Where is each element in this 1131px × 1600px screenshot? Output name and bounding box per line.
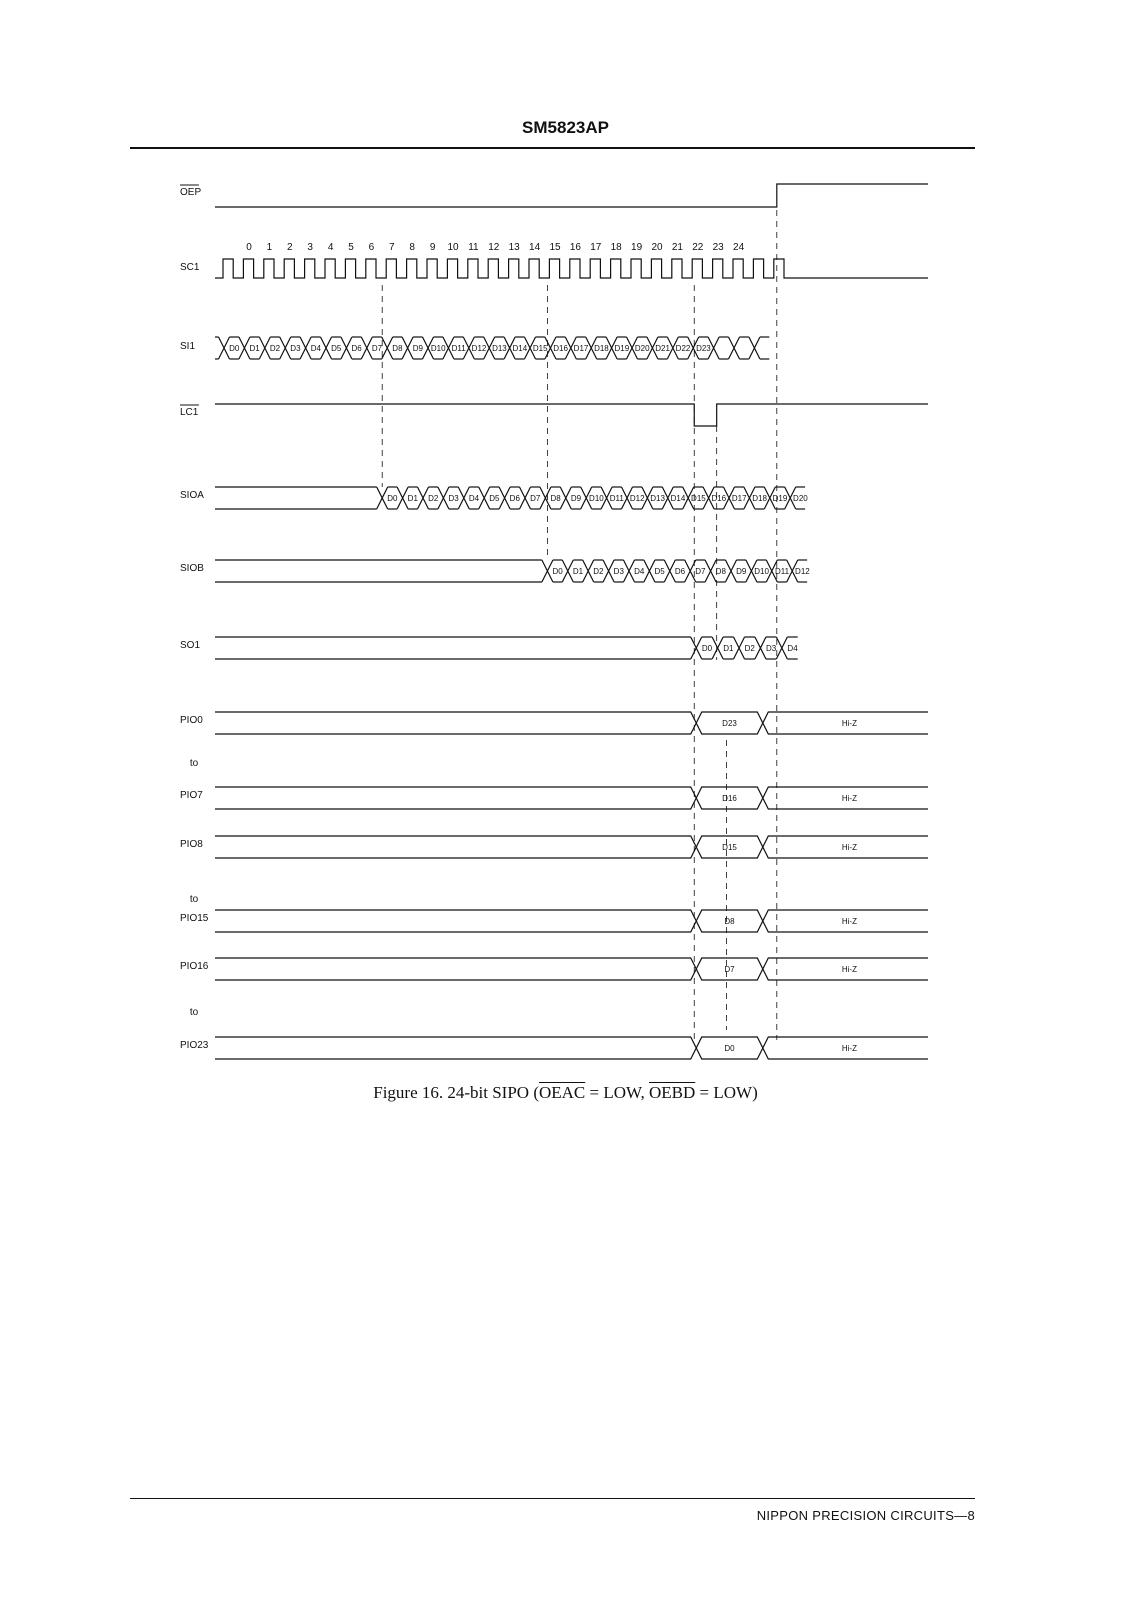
signal-label-pio16: PIO16 xyxy=(180,961,209,972)
figure-caption xyxy=(0,1083,1131,1103)
signal-label-si1: SI1 xyxy=(180,341,196,352)
si1-crossing xyxy=(239,337,250,359)
pio-pio15-value: D8 xyxy=(724,917,735,926)
sc1-clock-waveform xyxy=(215,259,928,278)
siob-crossing xyxy=(644,560,655,582)
si1-cell-label: D1 xyxy=(249,344,260,353)
sioa-cell-label: D12 xyxy=(629,494,645,503)
clock-tick-label: 7 xyxy=(389,242,395,253)
si1-crossing xyxy=(382,337,393,359)
signal-label-to: to xyxy=(189,894,199,905)
si1-crossing xyxy=(341,337,352,359)
pio-pio16-hiz-label: Hi-Z xyxy=(841,965,857,974)
si1-crossing xyxy=(361,337,372,359)
pio-pio0-lower xyxy=(215,712,928,734)
si1-crossing xyxy=(402,337,413,359)
caption-prefix: Figure 16. 24-bit SIPO ( xyxy=(373,1083,539,1102)
sioa-cell-label: D11 xyxy=(609,494,624,503)
signal-label-oep: OEP xyxy=(180,187,202,198)
siob-crossing xyxy=(664,560,675,582)
siob-cell-label: D6 xyxy=(674,567,686,576)
signal-label-so1: SO1 xyxy=(180,640,201,651)
siob-cell-label: D1 xyxy=(572,567,584,576)
so1-cell-label: D0 xyxy=(701,644,713,653)
siob-cell-label: D5 xyxy=(654,567,665,576)
sioa-cell-label: D4 xyxy=(468,494,480,503)
clock-tick-label: 0 xyxy=(246,242,252,253)
sioa-cell-label: D9 xyxy=(570,494,582,503)
pio-pio16-lower xyxy=(215,958,928,980)
si1-cell-label: D20 xyxy=(634,344,650,353)
si1-cell-label: D18 xyxy=(594,344,609,353)
clock-tick-label: 1 xyxy=(266,242,273,253)
clock-tick-label: 23 xyxy=(712,242,724,253)
so1-crossing xyxy=(755,637,766,659)
sioa-cell-label: D0 xyxy=(387,494,398,503)
si1-crossing xyxy=(280,337,291,359)
sioa-cell-label: D20 xyxy=(793,494,808,503)
clock-tick-label: 11 xyxy=(468,242,479,253)
footer-rule xyxy=(130,1498,975,1499)
pio-pio15-upper xyxy=(215,910,928,932)
clock-tick-label: 4 xyxy=(327,242,334,253)
sioa-crossing xyxy=(499,487,510,509)
clock-tick-label: 6 xyxy=(368,242,375,253)
si1-cell-label: D8 xyxy=(392,344,403,353)
signal-label-pio0: PIO0 xyxy=(180,715,203,726)
si1-cell-label: D5 xyxy=(331,344,342,353)
pio-pio23-hiz-label: Hi-Z xyxy=(841,1044,857,1053)
clock-tick-label: 16 xyxy=(569,242,581,253)
si1-crossing xyxy=(300,337,311,359)
si1-cell-label: D6 xyxy=(351,344,362,353)
signal-label-pio8: PIO8 xyxy=(180,839,203,850)
lc1-waveform xyxy=(215,404,928,426)
siob-cell-label: D11 xyxy=(774,567,790,576)
siob-cell-label: D7 xyxy=(695,567,706,576)
clock-tick-label: 19 xyxy=(631,242,643,253)
sioa-cell-label: D3 xyxy=(448,494,459,503)
clock-tick-label: 3 xyxy=(307,242,313,253)
si1-cell-label: D14 xyxy=(512,344,528,353)
sioa-cell-label: D19 xyxy=(772,494,788,503)
sioa-crossing xyxy=(479,487,490,509)
si1-cell-label: D21 xyxy=(655,344,670,353)
oep-waveform xyxy=(215,184,928,207)
page-title: SM5823AP xyxy=(522,118,609,137)
so1-crossing xyxy=(734,637,745,659)
si1-crossing xyxy=(219,337,230,359)
sioa-crossing xyxy=(520,487,531,509)
signal-label-pio7: PIO7 xyxy=(180,790,203,801)
si1-cell-label: D9 xyxy=(412,344,423,353)
sioa-crossing xyxy=(560,487,571,509)
siob-crossing xyxy=(583,560,594,582)
clock-tick-label: 12 xyxy=(488,242,500,253)
signal-label-lc1: LC1 xyxy=(180,407,199,418)
si1-cell-label: D17 xyxy=(573,344,589,353)
clock-tick-label: 15 xyxy=(549,242,561,253)
clock-tick-label: 13 xyxy=(508,242,520,253)
si1-cell-label: D3 xyxy=(290,344,301,353)
signal-label-siob: SIOB xyxy=(180,563,204,574)
signal-label-pio15: PIO15 xyxy=(180,913,209,924)
siob-crossing xyxy=(705,560,716,582)
siob-cell-label: D12 xyxy=(795,567,810,576)
caption-suffix: = LOW) xyxy=(695,1083,758,1102)
pio-pio16-upper xyxy=(215,958,928,980)
sioa-cell-label: D7 xyxy=(530,494,541,503)
si1-cell-label: D7 xyxy=(371,344,383,353)
siob-cell-label: D8 xyxy=(715,567,726,576)
sioa-cell-label: D2 xyxy=(428,494,439,503)
so1-crossing xyxy=(691,637,702,659)
sioa-crossing xyxy=(397,487,408,509)
clock-tick-label: 21 xyxy=(671,242,683,253)
sioa-cell-label: D6 xyxy=(509,494,520,503)
siob-crossing xyxy=(603,560,614,582)
sioa-cell-label: D5 xyxy=(489,494,500,503)
sioa-crossing xyxy=(418,487,429,509)
siob-cell-label: D3 xyxy=(613,567,624,576)
pio-pio0-hiz-label: Hi-Z xyxy=(841,719,857,728)
siob-cell-label: D2 xyxy=(593,567,604,576)
pio-pio23-value: D0 xyxy=(724,1044,735,1053)
sioa-cell-label: D15 xyxy=(691,494,706,503)
so1-cell-label: D4 xyxy=(787,644,798,653)
so1-crossing xyxy=(712,637,723,659)
siob-crossing xyxy=(562,560,573,582)
pio-pio7-value: D16 xyxy=(722,794,737,803)
sioa-crossing xyxy=(377,487,388,509)
sioa-cell-label: D13 xyxy=(650,494,665,503)
clock-tick-label: 5 xyxy=(348,242,354,253)
pio-pio16-value: D7 xyxy=(724,965,735,974)
sioa-cell-label: D1 xyxy=(407,494,418,503)
clock-tick-label: 8 xyxy=(409,242,415,253)
si1-cell-label: D12 xyxy=(471,344,487,353)
clock-tick-label: 2 xyxy=(287,242,293,253)
clock-tick-label: 17 xyxy=(590,242,602,253)
siob-crossing xyxy=(726,560,737,582)
si1-crossing xyxy=(321,337,332,359)
sioa-cell-label: D14 xyxy=(670,494,686,503)
si1-crossing xyxy=(729,337,740,359)
sioa-cell-label: D18 xyxy=(752,494,767,503)
sioa-crossing xyxy=(458,487,469,509)
si1-cell-label: D15 xyxy=(532,344,548,353)
siob-cell-label: D9 xyxy=(736,567,747,576)
so1-cell-label: D2 xyxy=(744,644,755,653)
sioa-crossing xyxy=(540,487,551,509)
sioa-cell-label: D17 xyxy=(731,494,747,503)
footer-text: NIPPON PRECISION CIRCUITS—8 xyxy=(756,1508,975,1523)
sioa-cell-label: D10 xyxy=(589,494,604,503)
pio-pio8-value: D15 xyxy=(722,843,737,852)
sioa-cell-label: D8 xyxy=(550,494,561,503)
clock-tick-label: 22 xyxy=(692,242,704,253)
siob-cell-label: D0 xyxy=(552,567,563,576)
si1-cell-label: D4 xyxy=(310,344,321,353)
pio-pio23-upper xyxy=(215,1037,928,1059)
pio-pio7-lower xyxy=(215,787,928,809)
sioa-cell-label: D16 xyxy=(711,494,727,503)
signal-label-sioa: SIOA xyxy=(180,490,204,501)
clock-tick-label: 20 xyxy=(651,242,663,253)
clock-tick-label: 18 xyxy=(610,242,622,253)
signal-label-to: to xyxy=(189,758,199,769)
si1-cell-label: D2 xyxy=(269,344,281,353)
signal-label-pio23: PIO23 xyxy=(180,1040,209,1051)
pio-pio7-hiz-label: Hi-Z xyxy=(841,794,857,803)
siob-cell-label: D10 xyxy=(754,567,769,576)
si1-crossing xyxy=(749,337,760,359)
signal-label-sc1: SC1 xyxy=(180,262,200,273)
pio-pio0-upper xyxy=(215,712,928,734)
pio-pio8-hiz-label: Hi-Z xyxy=(841,843,857,852)
pio-pio0-value: D23 xyxy=(722,719,737,728)
si1-cell-label: D10 xyxy=(430,344,446,353)
siob-cell-label: D4 xyxy=(634,567,645,576)
si1-crossing xyxy=(259,337,270,359)
pio-pio8-upper xyxy=(215,836,928,858)
so1-crossing xyxy=(776,637,787,659)
si1-cell-label: D13 xyxy=(492,344,507,353)
siob-crossing xyxy=(624,560,635,582)
clock-tick-label: 14 xyxy=(529,242,541,253)
siob-crossing xyxy=(542,560,553,582)
si1-cell-label: D11 xyxy=(451,344,466,353)
so1-cell-label: D1 xyxy=(723,644,734,653)
caption-signal-oebd: OEBD xyxy=(649,1083,696,1102)
clock-tick-label: 9 xyxy=(429,242,436,253)
pio-pio8-lower xyxy=(215,836,928,858)
pio-pio15-lower xyxy=(215,910,928,932)
signal-label-to: to xyxy=(189,1007,199,1018)
si1-cell-label: D0 xyxy=(229,344,240,353)
si1-cell-label: D23 xyxy=(696,344,711,353)
si1-cell-label: D22 xyxy=(675,344,691,353)
clock-tick-label: 10 xyxy=(447,242,459,253)
so1-cell-label: D3 xyxy=(766,644,777,653)
si1-cell-label: D19 xyxy=(614,344,630,353)
pio-pio7-upper xyxy=(215,787,928,809)
si1-cell-label: D16 xyxy=(553,344,568,353)
caption-signal-oeac: OEAC xyxy=(538,1083,586,1102)
clock-tick-label: 24 xyxy=(733,242,745,253)
caption-mid: = LOW, xyxy=(585,1083,649,1102)
pio-pio23-lower xyxy=(215,1037,928,1059)
pio-pio15-hiz-label: Hi-Z xyxy=(841,917,857,926)
sioa-crossing xyxy=(438,487,449,509)
